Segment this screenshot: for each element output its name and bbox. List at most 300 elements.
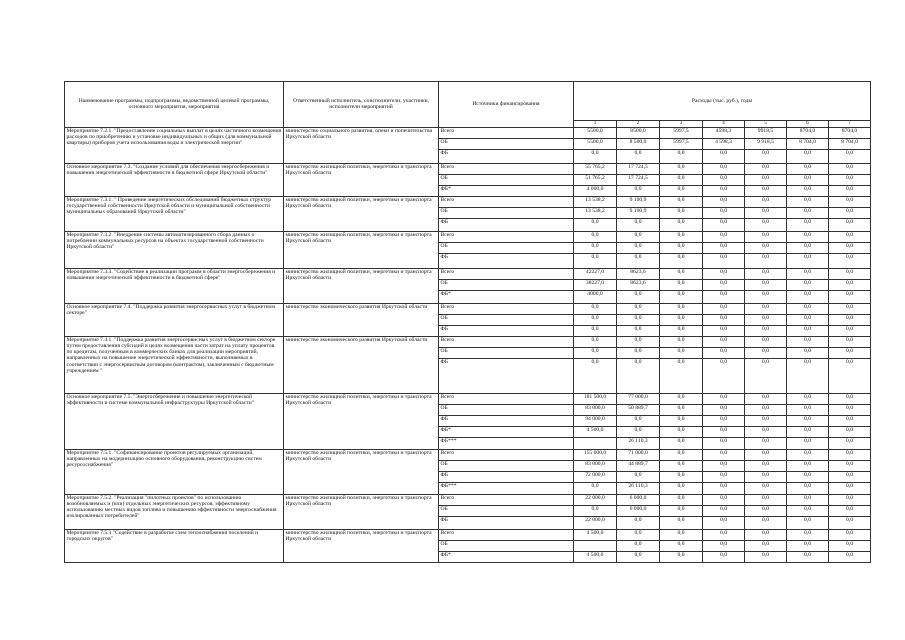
expense-value-2017: 0,0 bbox=[703, 482, 745, 494]
expense-value-2015: 0,0 bbox=[617, 303, 660, 314]
expense-value-2017: 0,0 bbox=[703, 404, 745, 415]
table-row bbox=[65, 494, 871, 505]
expense-value-2015: 9 100,9 bbox=[617, 207, 660, 218]
expense-value-2020: 0,0 bbox=[829, 253, 871, 268]
funding-source: Всего bbox=[439, 196, 574, 207]
responsible-executor: министерство жилищной политики, энергетики и транспорта Иркутской области bbox=[284, 494, 439, 529]
expense-value-2017: 0,0 bbox=[703, 314, 745, 325]
expense-value-2015: 8 500,0 bbox=[617, 138, 660, 149]
expense-value-2017: 0,0 bbox=[703, 196, 745, 207]
expense-value-2018: 0,0 bbox=[745, 325, 787, 336]
expense-value-2020: 0,0 bbox=[829, 529, 871, 540]
expense-value-2014 bbox=[574, 540, 617, 551]
activity-name: Мероприятие 7.5.3 "Содействие в разработке схем теплоснабжения поселений и городских округов" bbox=[65, 529, 284, 562]
expense-value-2017: 0,0 bbox=[703, 551, 745, 562]
expense-value-2020: 0,0 bbox=[829, 540, 871, 551]
expense-value-2020: 0,0 bbox=[829, 231, 871, 242]
expense-value-2017: 0,0 bbox=[703, 231, 745, 242]
expense-value-2015: 6 000,0 bbox=[617, 494, 660, 505]
expense-value-2019: 0,0 bbox=[787, 540, 829, 551]
expense-value-2016: 0,0 bbox=[660, 426, 703, 437]
table-row bbox=[65, 231, 871, 242]
funding-source: ОБ bbox=[439, 347, 574, 358]
expense-value-2014: 38227,0 bbox=[574, 279, 617, 290]
expense-value-2019: 0,0 bbox=[787, 437, 829, 449]
expense-value-2014: 22 000,0 bbox=[574, 516, 617, 529]
expense-value-2016: 0,0 bbox=[660, 303, 703, 314]
expense-value-2015: 0,0 bbox=[617, 149, 660, 163]
expense-value-2014: 0,0 bbox=[574, 149, 617, 163]
expense-value-2016: 0,0 bbox=[660, 336, 703, 347]
expense-value-2020: 0,0 bbox=[829, 393, 871, 404]
expense-value-2017: 0,0 bbox=[703, 505, 745, 516]
expense-value-2020: 0,0 bbox=[829, 437, 871, 449]
activity-name: Мероприятие 7.4.1. "Поддержка развития энергосервисных услуг в бюджетном секторе путем предоставления субсидий в целях возмещения части затрат на уплату процентов по кредитам, полученным в коммерческих банках для реализации мероприятий, направленных на повышение энергетической эффективности, выполняемых в соответствии с энергосервисным договором (контрактом), заключенным с бюджетным учреждением " bbox=[65, 336, 284, 393]
expense-value-2018: 0,0 bbox=[745, 460, 787, 471]
funding-source: ФБ bbox=[439, 149, 574, 163]
funding-source: ОБ bbox=[439, 505, 574, 516]
expense-value-2015: 0,0 bbox=[617, 218, 660, 231]
expense-value-2018: 0,0 bbox=[745, 279, 787, 290]
expense-value-2020: 0,0 bbox=[829, 163, 871, 174]
expense-value-2014: 5500,0 bbox=[574, 138, 617, 149]
funding-source: ФБ bbox=[439, 415, 574, 426]
expense-value-2019: 0,0 bbox=[787, 482, 829, 494]
funding-source: ОБ bbox=[439, 404, 574, 415]
expense-value-2019: 0,0 bbox=[787, 471, 829, 482]
expense-value-2019: 0,0 bbox=[787, 404, 829, 415]
activity-name: Мероприятие 7.2.1. "Предоставление социальных выплат в целях частичного возмещения расходов по приобретению и установке индивидуальных и общих (для коммунальной квартиры) приборов учета использования воды и электрической энергии" bbox=[65, 127, 284, 163]
expense-value-2014: 4 000,0 bbox=[574, 185, 617, 196]
funding-source: Всего bbox=[439, 336, 574, 347]
activity-name: Мероприятие 7.3.1. " Проведение энергетических обследований бюджетных структур государственной собственности Иркутской области и муниципальной собственности муниципальных образований Иркутской области" bbox=[65, 196, 284, 231]
expense-value-2014: 0,0 bbox=[574, 336, 617, 347]
funding-source: ФБ*** bbox=[439, 482, 574, 494]
budget-table bbox=[64, 81, 871, 563]
expense-value-2020: 0,0 bbox=[829, 325, 871, 336]
expense-value-2020: 0,0 bbox=[829, 415, 871, 426]
funding-source: ФБ bbox=[439, 471, 574, 482]
expense-value-2016: 0,0 bbox=[660, 163, 703, 174]
expense-value-2016: 0,0 bbox=[660, 325, 703, 336]
funding-source: ФБ bbox=[439, 325, 574, 336]
expense-value-2015: 6 000,0 bbox=[617, 505, 660, 516]
expense-value-2015: 0,0 bbox=[617, 347, 660, 358]
responsible-executor: министерство жилищной политики, энергетики и транспорта Иркутской области bbox=[284, 231, 439, 268]
expense-value-2016: 0,0 bbox=[660, 437, 703, 449]
expense-value-2015: 26 110,3 bbox=[617, 437, 660, 449]
expense-value-2020: 0,0 bbox=[829, 290, 871, 303]
expense-value-2016: 0,0 bbox=[660, 218, 703, 231]
expense-value-2017: 0,0 bbox=[703, 494, 745, 505]
expense-value-2017: 0,0 bbox=[703, 163, 745, 174]
header-resp: Ответственный исполнитель, соисполнители, участники, исполнители мероприятий bbox=[284, 82, 439, 128]
expense-value-2014: 51 765,2 bbox=[574, 174, 617, 185]
expense-value-2014: 0,0 bbox=[574, 482, 617, 494]
expense-value-2015: 0,0 bbox=[617, 185, 660, 196]
expense-value-2017: 0,0 bbox=[703, 325, 745, 336]
expense-value-2015: 8623,6 bbox=[617, 279, 660, 290]
activity-name: Мероприятие 7.3.2. "Внедрение системы автоматизированного сбора данных о потреблении коммунальных ресурсов на объектах государственной собственности Иркутской области" bbox=[65, 231, 284, 268]
expense-value-2019: 0,0 bbox=[787, 185, 829, 196]
funding-source: Всего bbox=[439, 529, 574, 540]
expense-value-2016: 0,0 bbox=[660, 196, 703, 207]
expense-value-2015: 0,0 bbox=[617, 290, 660, 303]
column-number: 1 bbox=[574, 121, 617, 128]
expense-value-2018: 9 918,5 bbox=[745, 138, 787, 149]
expense-value-2020: 0,0 bbox=[829, 196, 871, 207]
expense-value-2015: 0,0 bbox=[617, 242, 660, 253]
expense-value-2017: 0,0 bbox=[703, 460, 745, 471]
responsible-executor: министерство жилищной политики, энергетики и транспорта Иркутской области bbox=[284, 268, 439, 303]
expense-value-2017: 0,0 bbox=[703, 279, 745, 290]
header-source: Источники финансирования bbox=[439, 82, 574, 128]
funding-source: ФБ* bbox=[439, 290, 574, 303]
expense-value-2018: 0,0 bbox=[745, 471, 787, 482]
expense-value-2020: 0,0 bbox=[829, 494, 871, 505]
column-number: 2 bbox=[617, 121, 660, 128]
column-number: 3 bbox=[660, 121, 703, 128]
expense-value-2018: 9918,5 bbox=[745, 127, 787, 138]
expense-value-2016: 0,0 bbox=[660, 185, 703, 196]
expense-value-2016: 0,0 bbox=[660, 460, 703, 471]
funding-source: ФБ bbox=[439, 253, 574, 268]
header-name: Наименование программы, подпрограммы, ведомственной целевой программы, основного мероприятия, мероприятия bbox=[65, 82, 284, 128]
expense-value-2018: 0,0 bbox=[745, 494, 787, 505]
funding-source: Всего bbox=[439, 393, 574, 404]
column-number: 5 bbox=[745, 121, 787, 128]
expense-value-2018: 0,0 bbox=[745, 207, 787, 218]
expense-value-2015: 8500,0 bbox=[617, 127, 660, 138]
expense-value-2019: 0,0 bbox=[787, 494, 829, 505]
funding-source: ФБ bbox=[439, 358, 574, 393]
expense-value-2017: 0,0 bbox=[703, 268, 745, 279]
expense-value-2017: 0,0 bbox=[703, 426, 745, 437]
funding-source: ОБ bbox=[439, 174, 574, 185]
expense-value-2018: 0,0 bbox=[745, 303, 787, 314]
expense-value-2014: 72 000,0 bbox=[574, 471, 617, 482]
responsible-executor: министерство экономического развития Иркутской области bbox=[284, 336, 439, 393]
expense-value-2014: 0,0 bbox=[574, 347, 617, 358]
expense-value-2019: 0,0 bbox=[787, 163, 829, 174]
expense-value-2018: 0,0 bbox=[745, 242, 787, 253]
expense-value-2018: 0,0 bbox=[745, 185, 787, 196]
expense-value-2019: 0,0 bbox=[787, 393, 829, 404]
activity-name: Мероприятие 7.3.3. "Содействие в реализации программ в области энергосбережения и повышения энергетической эффективности в бюджетной сфере" bbox=[65, 268, 284, 303]
expense-value-2017: 0,0 bbox=[703, 253, 745, 268]
funding-source: ФБ* bbox=[439, 185, 574, 196]
expense-value-2018: 0,0 bbox=[745, 393, 787, 404]
expense-value-2017: 0,0 bbox=[703, 149, 745, 163]
funding-source: ФБ*** bbox=[439, 437, 574, 449]
expense-value-2017: 0,0 bbox=[703, 393, 745, 404]
expense-value-2018: 0,0 bbox=[745, 415, 787, 426]
expense-value-2018: 0,0 bbox=[745, 358, 787, 393]
responsible-executor: министерство жилищной политики, энергетики и транспорта Иркутской области bbox=[284, 529, 439, 562]
expense-value-2014: 0,0 bbox=[574, 242, 617, 253]
funding-source: Всего bbox=[439, 231, 574, 242]
funding-source: Всего bbox=[439, 494, 574, 505]
expense-value-2019: 0,0 bbox=[787, 551, 829, 562]
expense-value-2014: 83 000,0 bbox=[574, 404, 617, 415]
expense-value-2019: 0,0 bbox=[787, 347, 829, 358]
expense-value-2017: 0,0 bbox=[703, 415, 745, 426]
expense-value-2018: 0,0 bbox=[745, 551, 787, 562]
expense-value-2016: 0,0 bbox=[660, 279, 703, 290]
expense-value-2015: 0,0 bbox=[617, 426, 660, 437]
expense-value-2015: 0,0 bbox=[617, 540, 660, 551]
funding-source: ОБ bbox=[439, 207, 574, 218]
expense-value-2014: 55 765,2 bbox=[574, 163, 617, 174]
expense-value-2015: 0,0 bbox=[617, 471, 660, 482]
expense-value-2016: 0,0 bbox=[660, 268, 703, 279]
expense-value-2018: 0,0 bbox=[745, 149, 787, 163]
expense-value-2019: 0,0 bbox=[787, 336, 829, 347]
expense-value-2020: 0,0 bbox=[829, 358, 871, 393]
expense-value-2017: 0,0 bbox=[703, 336, 745, 347]
expense-value-2019: 0,0 bbox=[787, 358, 829, 393]
expense-value-2014: 94 000,0 bbox=[574, 415, 617, 426]
funding-source: ФБ* bbox=[439, 426, 574, 437]
expense-value-2018: 0,0 bbox=[745, 347, 787, 358]
budget-table-sheet bbox=[64, 81, 870, 563]
expense-value-2016: 0,0 bbox=[660, 449, 703, 460]
expense-value-2019: 0,0 bbox=[787, 196, 829, 207]
expense-value-2019: 0,0 bbox=[787, 460, 829, 471]
expense-value-2018: 0,0 bbox=[745, 314, 787, 325]
expense-value-2019: 0,0 bbox=[787, 231, 829, 242]
expense-value-2019: 0,0 bbox=[787, 516, 829, 529]
expense-value-2016: 0,0 bbox=[660, 516, 703, 529]
expense-value-2020: 0,0 bbox=[829, 482, 871, 494]
expense-value-2018: 0,0 bbox=[745, 174, 787, 185]
expense-value-2017: 0,0 bbox=[703, 529, 745, 540]
expense-value-2020: 0,0 bbox=[829, 314, 871, 325]
expense-value-2020: 0,0 bbox=[829, 174, 871, 185]
expense-value-2020: 0,0 bbox=[829, 149, 871, 163]
expense-value-2016: 0,0 bbox=[660, 231, 703, 242]
expense-value-2020: 0,0 bbox=[829, 303, 871, 314]
expense-value-2015: 0,0 bbox=[617, 516, 660, 529]
table-row bbox=[65, 336, 871, 347]
expense-value-2016: 0,0 bbox=[660, 393, 703, 404]
funding-source: ФБ bbox=[439, 218, 574, 231]
expense-value-2017: 0,0 bbox=[703, 471, 745, 482]
expense-value-2017: 0,0 bbox=[703, 290, 745, 303]
funding-source: ОБ bbox=[439, 460, 574, 471]
expense-value-2019: 0,0 bbox=[787, 505, 829, 516]
expense-value-2015: 0,0 bbox=[617, 529, 660, 540]
expense-value-2018: 0,0 bbox=[745, 290, 787, 303]
expense-value-2016: 0,0 bbox=[660, 505, 703, 516]
expense-value-2020: 8 704,0 bbox=[829, 138, 871, 149]
expense-value-2016: 5997,5 bbox=[660, 138, 703, 149]
funding-source: Всего bbox=[439, 449, 574, 460]
funding-source: Всего bbox=[439, 127, 574, 138]
expense-value-2020: 0,0 bbox=[829, 268, 871, 279]
expense-value-2019: 0,0 bbox=[787, 449, 829, 460]
expense-value-2014: 0,0 bbox=[574, 314, 617, 325]
expense-value-2015: 0,0 bbox=[617, 314, 660, 325]
expense-value-2019: 0,0 bbox=[787, 242, 829, 253]
responsible-executor: министерство жилищной политики, энергетики и транспорта Иркутской области bbox=[284, 449, 439, 494]
expense-value-2018: 0,0 bbox=[745, 218, 787, 231]
expense-value-2018: 0,0 bbox=[745, 529, 787, 540]
funding-source: ФБ bbox=[439, 516, 574, 529]
expense-value-2016: 0,0 bbox=[660, 347, 703, 358]
expense-value-2016: 0,0 bbox=[660, 471, 703, 482]
expense-value-2017: 0,0 bbox=[703, 347, 745, 358]
expense-value-2018: 0,0 bbox=[745, 253, 787, 268]
expense-value-2020: 0,0 bbox=[829, 460, 871, 471]
expense-value-2014: 22 000,0 bbox=[574, 494, 617, 505]
expense-value-2016: 0,0 bbox=[660, 540, 703, 551]
expense-value-2017: 4 598,3 bbox=[703, 138, 745, 149]
expense-value-2020: 0,0 bbox=[829, 185, 871, 196]
funding-source: Всего bbox=[439, 303, 574, 314]
responsible-executor: министерство экономического развития Иркутской области bbox=[284, 303, 439, 336]
expense-value-2019: 0,0 bbox=[787, 290, 829, 303]
expense-value-2020: 0,0 bbox=[829, 449, 871, 460]
table-row bbox=[65, 529, 871, 540]
expense-value-2015: 0,0 bbox=[617, 551, 660, 562]
expense-value-2016: 0,0 bbox=[660, 174, 703, 185]
expense-value-2020: 0,0 bbox=[829, 347, 871, 358]
expense-value-2014: 42227,0 bbox=[574, 268, 617, 279]
expense-value-2017: 0,0 bbox=[703, 540, 745, 551]
responsible-executor: министерство социального развития, опеки и попечительства Иркутской области bbox=[284, 127, 439, 163]
expense-value-2019: 0,0 bbox=[787, 218, 829, 231]
expense-value-2020: 0,0 bbox=[829, 279, 871, 290]
expense-value-2014: 4000,0 bbox=[574, 290, 617, 303]
funding-source: Всего bbox=[439, 268, 574, 279]
expense-value-2019: 0,0 bbox=[787, 303, 829, 314]
responsible-executor: министерство жилищной политики, энергетики и транспорта Иркутской области bbox=[284, 196, 439, 231]
header-expenses: Расходы (тыс. руб.), годы bbox=[574, 82, 871, 121]
activity-name: Основное мероприятие 7.5. "Энергосбережение и повышение энергетической эффективности в системе коммунальной инфраструктуры Иркутской области" bbox=[65, 393, 284, 449]
expense-value-2016: 0,0 bbox=[660, 253, 703, 268]
expense-value-2014: 0,0 bbox=[574, 505, 617, 516]
column-number: 4 bbox=[703, 121, 745, 128]
expense-value-2019: 0,0 bbox=[787, 415, 829, 426]
expense-value-2019: 8 704,0 bbox=[787, 138, 829, 149]
expense-value-2017: 0,0 bbox=[703, 303, 745, 314]
expense-value-2015: 17 724,5 bbox=[617, 174, 660, 185]
expense-value-2018: 0,0 bbox=[745, 163, 787, 174]
column-number: 6 bbox=[787, 121, 829, 128]
expense-value-2020: 0,0 bbox=[829, 505, 871, 516]
expense-value-2018: 0,0 bbox=[745, 449, 787, 460]
expense-value-2018: 0,0 bbox=[745, 540, 787, 551]
expense-value-2018: 0,0 bbox=[745, 336, 787, 347]
expense-value-2018: 0,0 bbox=[745, 505, 787, 516]
activity-name: Основное мероприятие 7.4. "Поддержка развития энергосервисных услуг в бюджетном секторе" bbox=[65, 303, 284, 336]
expense-value-2018: 0,0 bbox=[745, 482, 787, 494]
responsible-executor: министерство жилищной политики, энергетики и транспорта Иркутской области bbox=[284, 393, 439, 449]
funding-source: ОБ bbox=[439, 242, 574, 253]
expense-value-2016: 0,0 bbox=[660, 494, 703, 505]
expense-value-2017: 0,0 bbox=[703, 358, 745, 393]
expense-value-2014: 0,0 bbox=[574, 303, 617, 314]
responsible-executor: министерство жилищной политики, энергетики и транспорта Иркутской области bbox=[284, 163, 439, 196]
table-row bbox=[65, 268, 871, 279]
expense-value-2018: 0,0 bbox=[745, 404, 787, 415]
expense-value-2020: 0,0 bbox=[829, 471, 871, 482]
expense-value-2015: 44 889,7 bbox=[617, 460, 660, 471]
expense-value-2019: 0,0 bbox=[787, 314, 829, 325]
expense-value-2020: 0,0 bbox=[829, 207, 871, 218]
expense-value-2016: 5997,5 bbox=[660, 127, 703, 138]
expense-value-2014: 0,0 bbox=[574, 231, 617, 242]
expense-value-2019: 0,0 bbox=[787, 325, 829, 336]
expense-value-2020: 8704,0 bbox=[829, 127, 871, 138]
column-number: 7 bbox=[829, 121, 871, 128]
funding-source: ОБ bbox=[439, 279, 574, 290]
expense-value-2020: 0,0 bbox=[829, 426, 871, 437]
table-row bbox=[65, 163, 871, 174]
expense-value-2014: 0,0 bbox=[574, 358, 617, 393]
expense-value-2014: 0,0 bbox=[574, 218, 617, 231]
expense-value-2015: 77 000,0 bbox=[617, 393, 660, 404]
expense-value-2014: 155 000,0 bbox=[574, 449, 617, 460]
expense-value-2019: 0,0 bbox=[787, 149, 829, 163]
expense-value-2019: 0,0 bbox=[787, 174, 829, 185]
funding-source: Всего bbox=[439, 163, 574, 174]
expense-value-2016: 0,0 bbox=[660, 415, 703, 426]
expense-value-2016: 0,0 bbox=[660, 207, 703, 218]
expense-value-2017: 0,0 bbox=[703, 437, 745, 449]
table-row bbox=[65, 393, 871, 404]
expense-value-2019: 0,0 bbox=[787, 268, 829, 279]
expense-value-2018: 0,0 bbox=[745, 231, 787, 242]
expense-value-2016: 0,0 bbox=[660, 551, 703, 562]
expense-value-2014: 13 538,2 bbox=[574, 207, 617, 218]
expense-value-2017: 0,0 bbox=[703, 218, 745, 231]
table-row bbox=[65, 127, 871, 138]
expense-value-2016: 0,0 bbox=[660, 529, 703, 540]
expense-value-2020: 0,0 bbox=[829, 516, 871, 529]
expense-value-2015: 9 100,9 bbox=[617, 196, 660, 207]
expense-value-2020: 0,0 bbox=[829, 404, 871, 415]
expense-value-2014: 83 000,0 bbox=[574, 460, 617, 471]
expense-value-2014: 4 500,0 bbox=[574, 551, 617, 562]
expense-value-2018: 0,0 bbox=[745, 437, 787, 449]
expense-value-2019: 0,0 bbox=[787, 279, 829, 290]
expense-value-2017: 0,0 bbox=[703, 242, 745, 253]
expense-value-2017: 0,0 bbox=[703, 449, 745, 460]
expense-value-2015: 8623,6 bbox=[617, 268, 660, 279]
expense-value-2015: 0,0 bbox=[617, 358, 660, 393]
activity-name: Основное мероприятие 7.3. "Создание условий для обеспечения энергосбережения и повышения энергетической эффективности в бюджетной сфере Иркутской области" bbox=[65, 163, 284, 196]
expense-value-2014 bbox=[574, 437, 617, 449]
expense-value-2015: 0,0 bbox=[617, 325, 660, 336]
funding-source: ОБ bbox=[439, 314, 574, 325]
funding-source: ФБ* bbox=[439, 551, 574, 562]
expense-value-2016: 0,0 bbox=[660, 290, 703, 303]
expense-value-2020: 0,0 bbox=[829, 551, 871, 562]
expense-value-2018: 0,0 bbox=[745, 268, 787, 279]
expense-value-2019: 0,0 bbox=[787, 207, 829, 218]
expense-value-2014: 181 500,0 bbox=[574, 393, 617, 404]
expense-value-2015: 17 724,5 bbox=[617, 163, 660, 174]
expense-value-2019: 0,0 bbox=[787, 529, 829, 540]
expense-value-2018: 0,0 bbox=[745, 196, 787, 207]
expense-value-2015: 0,0 bbox=[617, 415, 660, 426]
expense-value-2017: 0,0 bbox=[703, 207, 745, 218]
expense-value-2019: 8704,0 bbox=[787, 127, 829, 138]
expense-value-2018: 0,0 bbox=[745, 426, 787, 437]
activity-name: Мероприятие 7.5.1. "Софинансирование проектов регулируемых организаций, направленных на модернизацию основного оборудования, реконструкцию систем ресурсоснабжения" bbox=[65, 449, 284, 494]
